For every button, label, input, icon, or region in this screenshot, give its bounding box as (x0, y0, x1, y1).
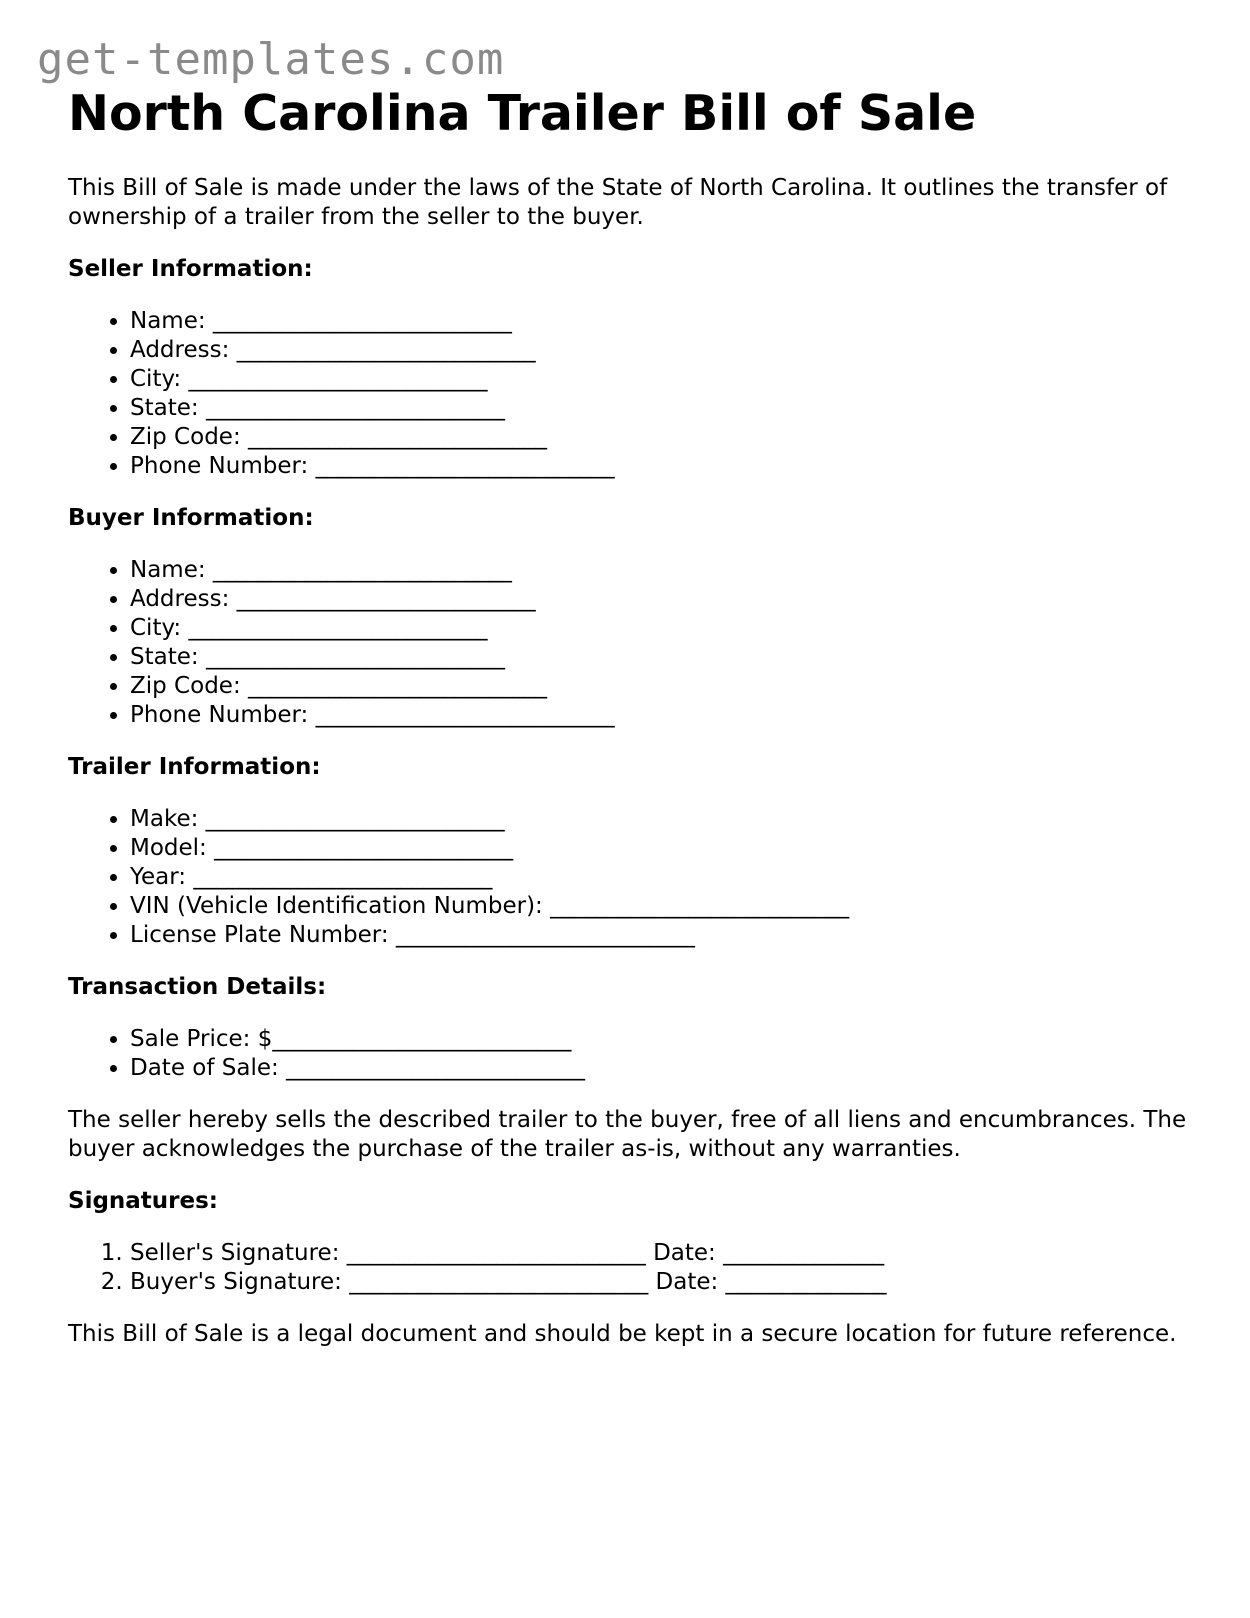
document-title: North Carolina Trailer Bill of Sale (68, 85, 977, 142)
trailer-make-field: • Make: __________________________ (130, 805, 1208, 834)
closing-paragraph: This Bill of Sale is a legal document and should be kept in a secure location for future reference. (68, 1321, 1177, 1347)
buyer-city-field: • City: __________________________ (130, 614, 1208, 643)
seller-address-field: • Address: __________________________ (130, 336, 1208, 365)
buyer-heading: Buyer Information: (68, 505, 314, 531)
buyer-fields-list (68, 556, 1208, 730)
seller-fields-list (68, 307, 1208, 481)
signatures-list (68, 1239, 1208, 1297)
seller-name-field: • Name: __________________________ (130, 307, 1208, 336)
buyer-address-field: • Address: __________________________ (130, 585, 1208, 614)
trailer-plate-field: • License Plate Number: __________________________ (130, 921, 1208, 950)
buyer-zip-field: • Zip Code: __________________________ (130, 672, 1208, 701)
transaction-fields-list (68, 1025, 1208, 1083)
buyer-name-field: • Name: __________________________ (130, 556, 1208, 585)
transaction-heading: Transaction Details: (68, 974, 327, 1000)
buyer-phone-field: • Phone Number: __________________________ (130, 701, 1208, 730)
seller-zip-field: • Zip Code: __________________________ (130, 423, 1208, 452)
document (68, 84, 1208, 1349)
seller-heading: Seller Information: (68, 256, 313, 282)
sale-date-field: • Date of Sale: __________________________ (130, 1054, 1208, 1083)
trailer-fields-list (68, 805, 1208, 950)
seller-signature-line: 1. Seller's Signature: __________________________ Date: ______________ (130, 1239, 1208, 1268)
watermark: get-templates.com (37, 34, 505, 85)
sale-price-field: • Sale Price: $__________________________ (130, 1025, 1208, 1054)
seller-state-field: • State: __________________________ (130, 394, 1208, 423)
seller-phone-field: • Phone Number: __________________________ (130, 452, 1208, 481)
trailer-heading: Trailer Information: (68, 754, 321, 780)
intro-paragraph: This Bill of Sale is made under the laws of the State of North Carolina. It outlines the transfer of ownership of a trailer from the seller to the buyer. (68, 175, 1168, 230)
seller-city-field: • City: __________________________ (130, 365, 1208, 394)
terms-paragraph: The seller hereby sells the described trailer to the buyer, free of all liens and encumbrances. The buyer acknowledges the purchase of the trailer as-is, without any warranties. (68, 1107, 1187, 1162)
trailer-year-field: • Year: __________________________ (130, 863, 1208, 892)
trailer-model-field: • Model: __________________________ (130, 834, 1208, 863)
buyer-signature-line: 2. Buyer's Signature: __________________________ Date: ______________ (130, 1268, 1208, 1297)
trailer-vin-field: • VIN (Vehicle Identification Number): __________________________ (130, 892, 1208, 921)
buyer-state-field: • State: __________________________ (130, 643, 1208, 672)
signatures-heading: Signatures: (68, 1188, 219, 1214)
